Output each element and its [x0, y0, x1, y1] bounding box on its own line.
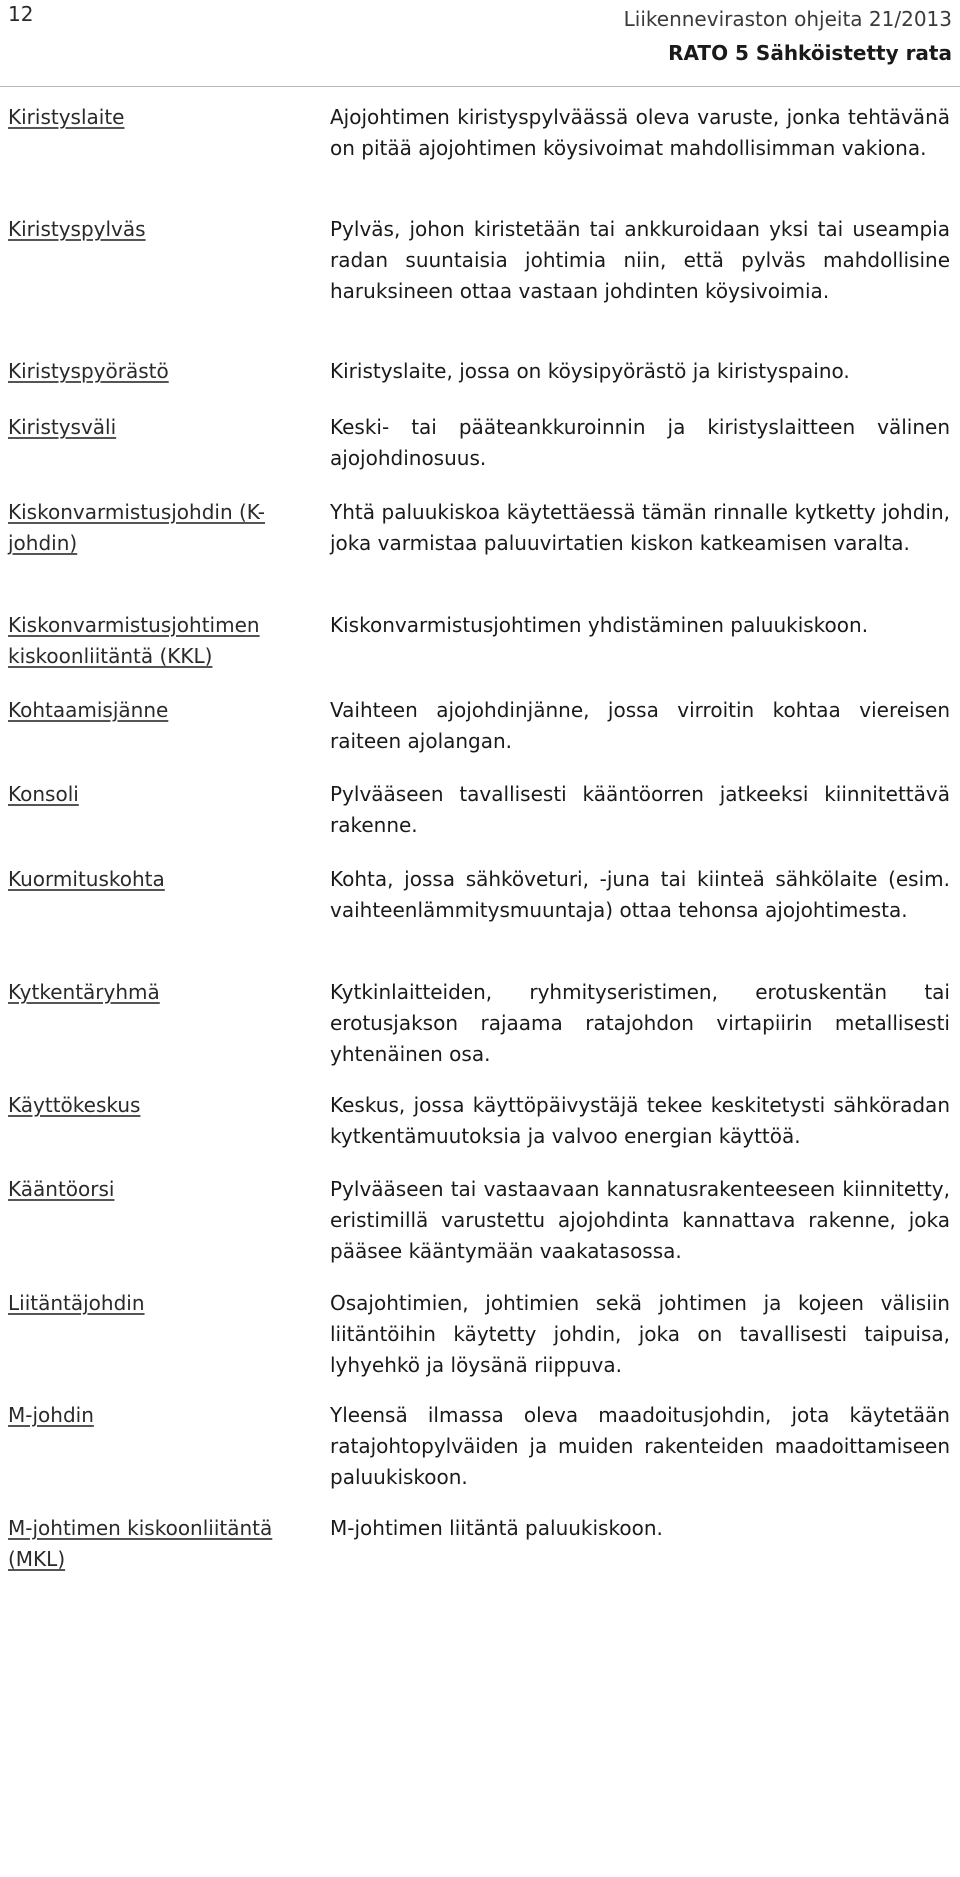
document-title: RATO 5 Sähköistetty rata [668, 41, 952, 65]
glossary-definition: Keskus, jossa käyttöpäivystäjä tekee keskitetysti sähköradan kytkentämuutoksia ja valvoo energian käyttöä. [330, 1093, 950, 1148]
glossary-definition: Pylväs, johon kiristetään tai ankkuroidaan yksi tai useampia radan suuntaisia johtimia niin, että pylväs mahdollisine haruksineen ottaa vastaan johdinten köysivoimia. [330, 217, 950, 303]
glossary-definition: M-johtimen liitäntä paluukiskoon. [330, 1516, 663, 1540]
glossary-definition: Vaihteen ajojohdinjänne, jossa virroitin kohtaa viereisen raiteen ajolangan. [330, 698, 950, 753]
glossary-term[interactable]: Kiristyspyörästö [8, 359, 169, 383]
glossary-term[interactable]: Kiskonvarmistusjohdin (K-johdin) [8, 500, 266, 555]
header-divider [0, 86, 960, 87]
page-header [0, 0, 960, 86]
glossary-definition: Kohta, jossa sähköveturi, -juna tai kiinteä sähkölaite (esim. vaihteenlämmitysmuuntaja) ottaa tehonsa ajojohtimesta. [330, 867, 950, 922]
glossary-term[interactable]: Liitäntäjohdin [8, 1291, 145, 1315]
glossary-definition: Pylvääseen tai vastaavaan kannatusrakenteeseen kiinnitetty, eristimillä varustettu ajojohdinta kannattava rakenne, joka pääsee kääntymään vaakatasossa. [330, 1177, 950, 1263]
page-number: 12 [8, 2, 34, 26]
glossary-term[interactable]: Kiristyspylväs [8, 217, 146, 241]
glossary-term[interactable]: Konsoli [8, 782, 79, 806]
glossary-term[interactable]: Kiskonvarmistusjohtimen kiskoonliitäntä (KKL) [8, 613, 260, 668]
glossary-definition: Kiskonvarmistusjohtimen yhdistäminen paluukiskoon. [330, 613, 869, 637]
glossary-term[interactable]: Kuormituskohta [8, 867, 165, 891]
glossary-definition: Yleensä ilmassa oleva maadoitusjohdin, jota käytetään ratajohtopylväiden ja muiden rakenteiden maadoittamiseen paluukiskoon. [330, 1403, 950, 1489]
glossary-term[interactable]: M-johtimen kiskoonliitäntä (MKL) [8, 1516, 273, 1571]
header-right [624, 2, 952, 70]
glossary-term[interactable]: Kytkentäryhmä [8, 980, 160, 1004]
glossary-definition: Keski- tai pääteankkuroinnin ja kiristyslaitteen välinen ajojohdinosuus. [330, 415, 950, 470]
glossary-term[interactable]: Kiristysväli [8, 415, 117, 439]
glossary-term[interactable]: Kiristyslaite [8, 105, 125, 129]
glossary-term[interactable]: Käyttökeskus [8, 1093, 141, 1117]
glossary-definition: Kytkinlaitteiden, ryhmityseristimen, erotuskentän tai erotusjakson rajaama ratajohdon virtapiirin metallisesti yhtenäinen osa. [330, 980, 950, 1066]
glossary-definition: Ajojohtimen kiristyspylväässä oleva varuste, jonka tehtävänä on pitää ajojohtimen köysivoimat mahdollisimman vakiona. [330, 105, 950, 160]
glossary-definition: Pylvääseen tavallisesti kääntöorren jatkeeksi kiinnitettävä rakenne. [330, 782, 950, 837]
glossary-term[interactable]: Kääntöorsi [8, 1177, 115, 1201]
glossary-definition: Kiristyslaite, jossa on köysipyörästö ja kiristyspaino. [330, 359, 850, 383]
glossary-term[interactable]: Kohtaamisjänne [8, 698, 169, 722]
glossary-definition: Osajohtimien, johtimien sekä johtimen ja kojeen välisiin liitäntöihin käytetty johdin, joka on tavallisesti taipuisa, lyhyehkö ja löysänä riippuva. [330, 1291, 950, 1377]
glossary-definition: Yhtä paluukiskoa käytettäessä tämän rinnalle kytketty johdin, joka varmistaa paluuvirtatien kiskon katkeamisen varalta. [330, 500, 950, 555]
publication-series: Liikenneviraston ohjeita 21/2013 [623, 7, 952, 31]
glossary-term[interactable]: M-johdin [8, 1403, 94, 1427]
